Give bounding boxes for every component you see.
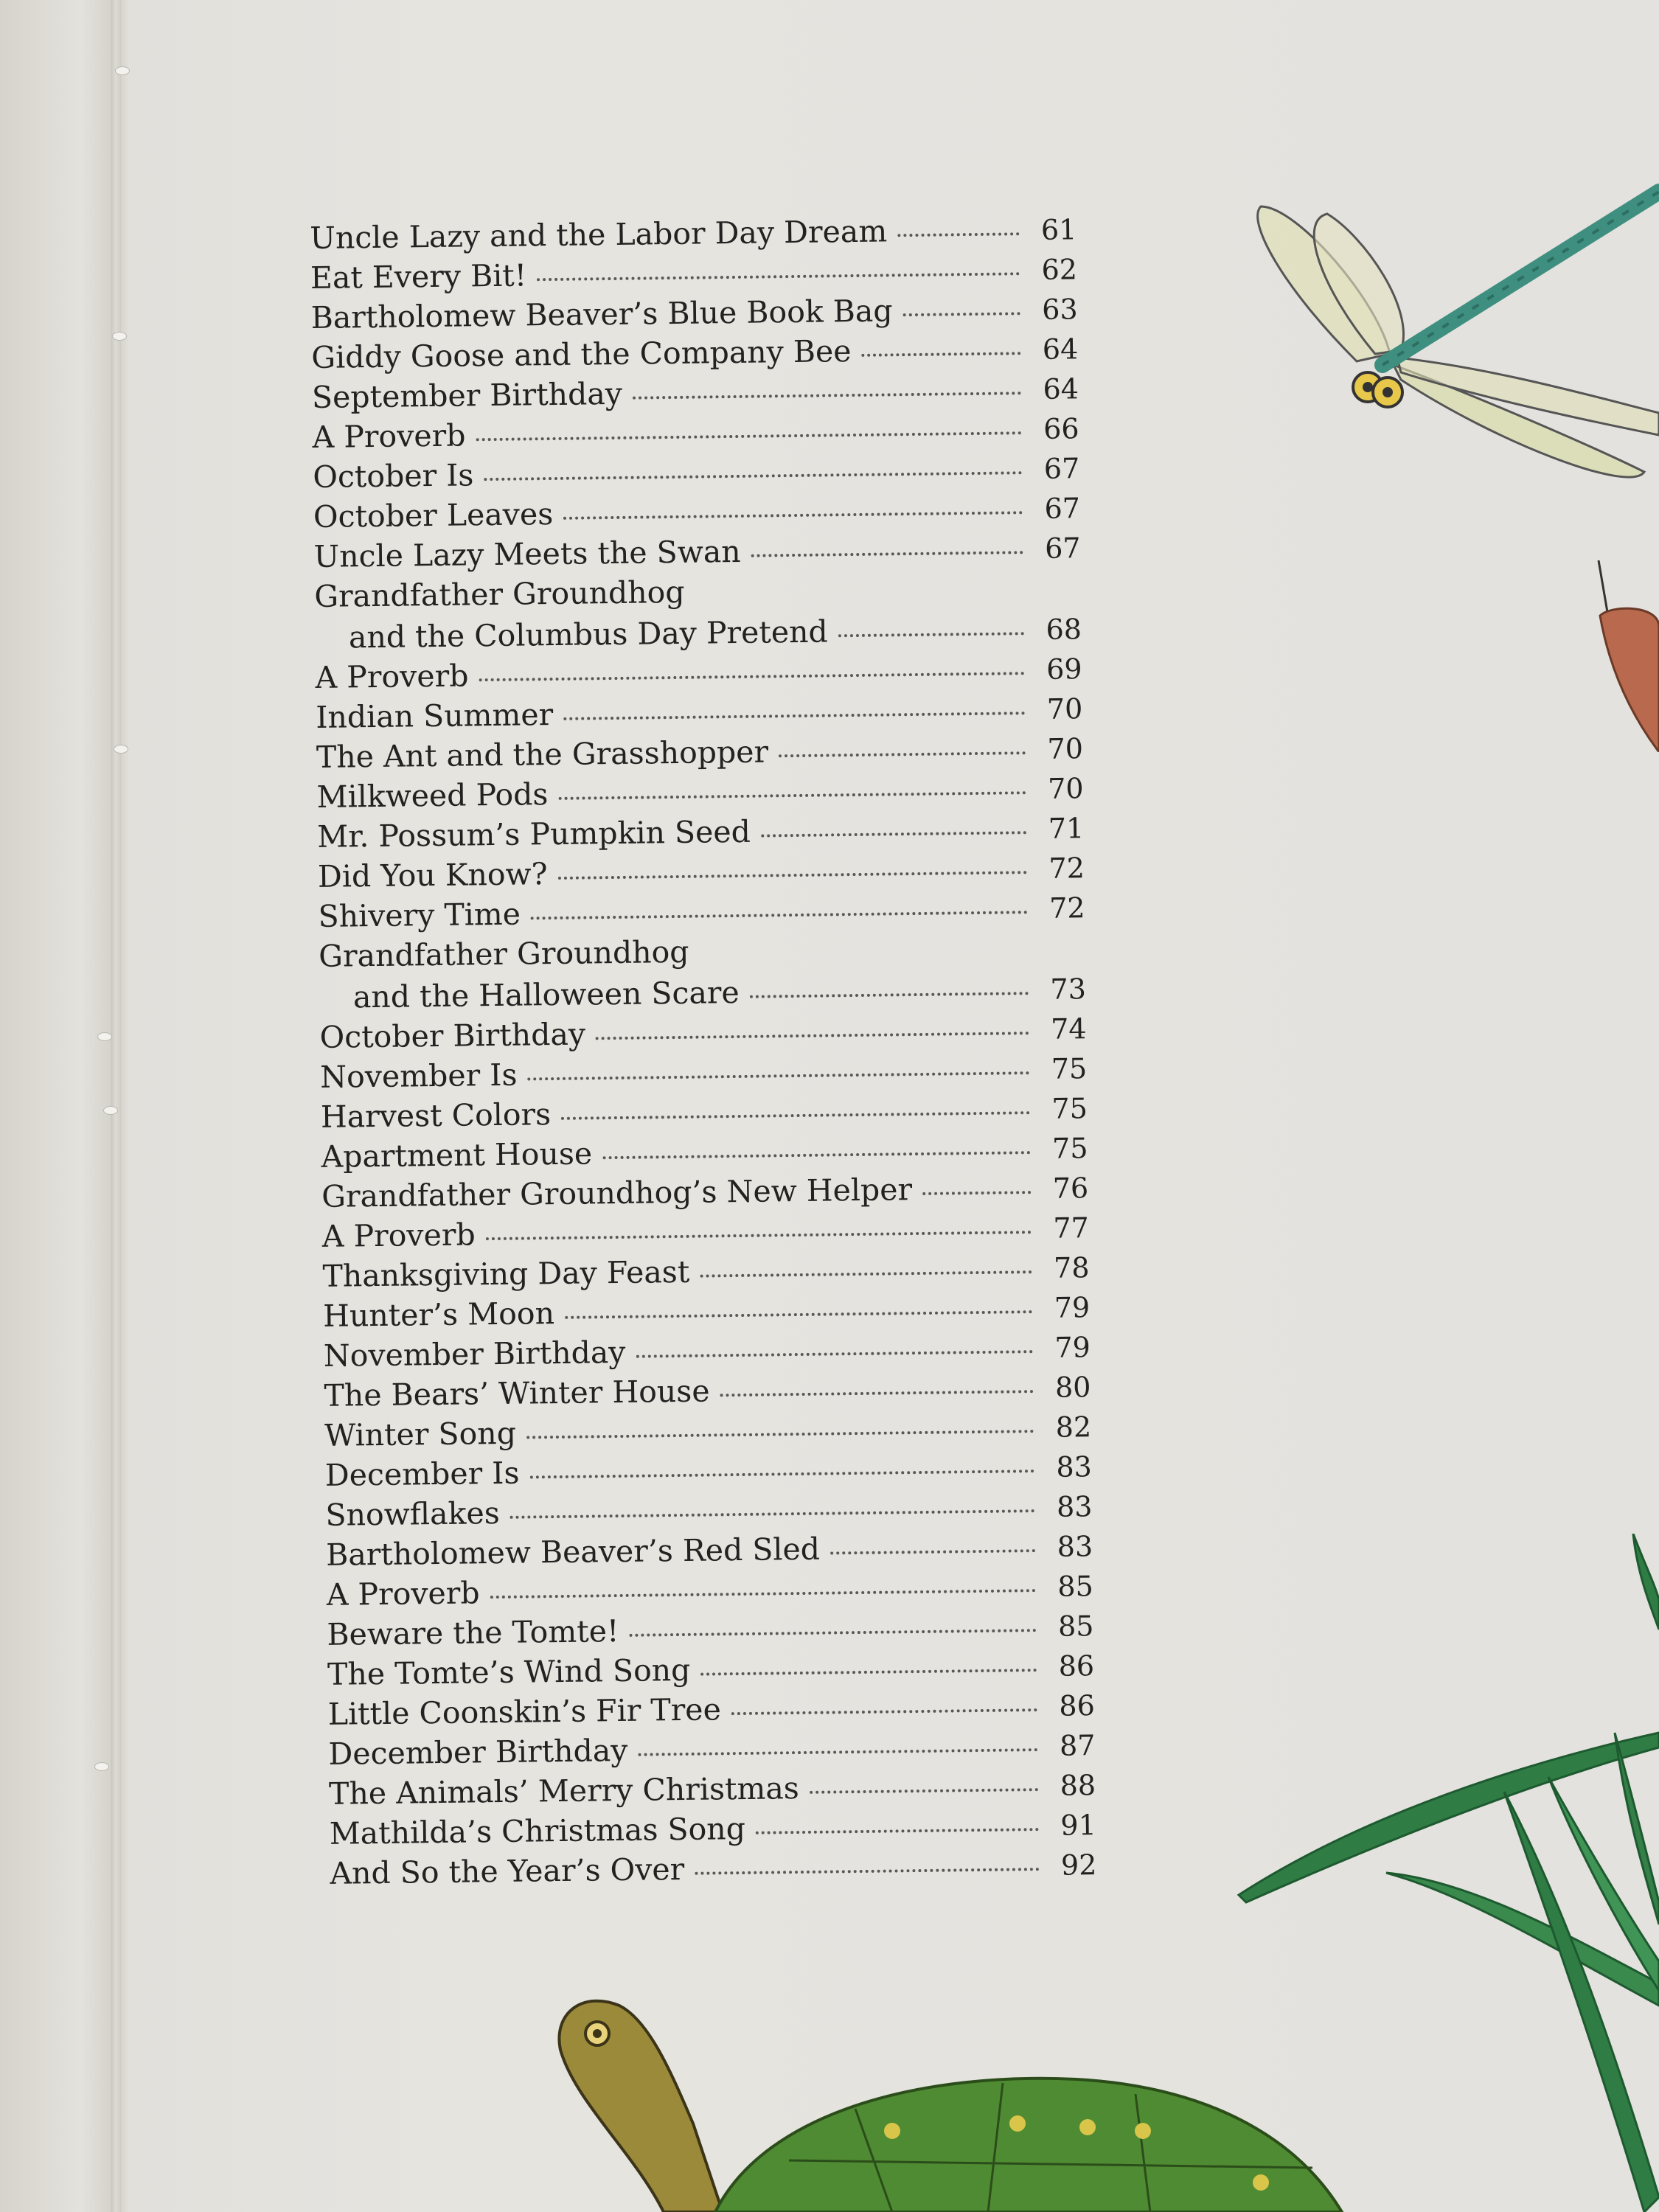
toc-page-number: 67 xyxy=(1044,492,1081,525)
dot-leader xyxy=(897,223,1019,237)
toc-page-number: 67 xyxy=(1043,452,1080,485)
dot-leader xyxy=(484,462,1022,481)
toc-page-number: 75 xyxy=(1051,1132,1088,1165)
toc-entry-title: November Birthday xyxy=(323,1334,626,1374)
binding-stitch xyxy=(94,1762,109,1771)
toc-entry-title: Indian Summer xyxy=(315,697,554,735)
toc-entry-title: Did You Know? xyxy=(317,856,548,894)
toc-entry-title: Mathilda’s Christmas Song xyxy=(329,1810,746,1851)
toc-entry xyxy=(314,566,1082,657)
toc-page-number: 77 xyxy=(1053,1211,1090,1245)
dot-leader xyxy=(779,742,1026,757)
toc-entry-title: The Bears’ Winter House xyxy=(324,1373,710,1413)
toc-entry xyxy=(330,1843,1097,1893)
turtle-illustration xyxy=(546,1991,1357,2212)
toc-page-number: 64 xyxy=(1043,372,1079,406)
dragonfly-illustration xyxy=(1217,177,1659,501)
toc-page-number: 85 xyxy=(1057,1570,1094,1603)
toc-page-number: 66 xyxy=(1043,412,1079,445)
toc-page-number: 61 xyxy=(1040,213,1077,246)
dot-leader xyxy=(830,1540,1035,1554)
dot-leader xyxy=(526,1421,1034,1439)
toc-page-number: 70 xyxy=(1047,772,1084,805)
toc-entry-title: Eat Every Bit! xyxy=(310,257,527,296)
toc-page-number: 71 xyxy=(1048,812,1085,845)
dot-leader xyxy=(537,263,1020,281)
toc-entry-title: And So the Year’s Over xyxy=(330,1851,685,1891)
toc-entry-title: A Proverb xyxy=(312,417,466,455)
toc-page-number: 91 xyxy=(1060,1809,1096,1842)
toc-entry-title: A Proverb xyxy=(326,1575,480,1613)
toc-page-number: 83 xyxy=(1056,1490,1093,1523)
toc-page-number: 87 xyxy=(1059,1729,1096,1762)
dot-leader xyxy=(563,703,1025,720)
dot-leader xyxy=(490,1580,1036,1599)
dot-leader xyxy=(565,1301,1032,1319)
dot-leader xyxy=(902,303,1020,316)
dot-leader xyxy=(731,1700,1037,1715)
toc-entry-title: A Proverb xyxy=(315,658,469,695)
toc-entry-title: September Birthday xyxy=(311,375,623,415)
toc-entry-title: October Birthday xyxy=(319,1016,586,1055)
dot-leader xyxy=(633,383,1021,399)
toc-page-number: 82 xyxy=(1055,1411,1092,1444)
binding-stitch xyxy=(103,1106,118,1115)
toc-page-number: 79 xyxy=(1054,1331,1091,1364)
toc-entry-title-continuation: and the Columbus Day Pretend xyxy=(348,613,829,655)
toc-entry-title: Milkweed Pods xyxy=(316,776,549,815)
toc-entry-title: Hunter’s Moon xyxy=(322,1295,555,1334)
toc-entry-title: Shivery Time xyxy=(318,896,521,934)
toc-entry-title: Little Coonskin’s Fir Tree xyxy=(327,1691,722,1732)
toc-entry-title: Grandfather Groundhog xyxy=(318,933,689,974)
toc-entry-title: December Is xyxy=(324,1455,520,1493)
dot-leader xyxy=(695,1859,1039,1875)
dot-leader xyxy=(922,1182,1031,1195)
toc-page-number: 78 xyxy=(1053,1251,1090,1284)
toc-page-number: 72 xyxy=(1048,852,1085,885)
dot-leader xyxy=(636,1341,1033,1358)
toc-page-number: 62 xyxy=(1041,253,1078,286)
toc-entry-title: Harvest Colors xyxy=(320,1096,552,1135)
toc-page-number: 72 xyxy=(1048,891,1085,925)
toc-entry-title: The Animals’ Merry Christmas xyxy=(328,1770,800,1812)
toc-entry-title: The Tomte’s Wind Song xyxy=(327,1652,691,1692)
toc-page-number: 80 xyxy=(1054,1371,1091,1404)
dot-leader xyxy=(558,782,1026,800)
toc-page-number: 88 xyxy=(1060,1769,1096,1802)
dot-leader xyxy=(557,862,1026,880)
binding-stitch xyxy=(115,66,130,75)
dot-leader xyxy=(527,1062,1029,1080)
binding-stitch xyxy=(114,745,128,754)
toc-page-number: 63 xyxy=(1041,293,1078,326)
toc-entry xyxy=(319,926,1086,1017)
dot-leader xyxy=(529,1461,1034,1478)
toc-entry-title: October Is xyxy=(313,457,474,495)
toc-page-number: 75 xyxy=(1051,1092,1088,1125)
toc-entry-title: December Birthday xyxy=(328,1732,628,1772)
toc-page-number: 74 xyxy=(1050,1012,1087,1046)
toc-page-number: 86 xyxy=(1059,1689,1096,1722)
toc-entry-title: October Leaves xyxy=(313,495,554,535)
toc-page-number: 67 xyxy=(1044,532,1081,565)
toc-page-number: 64 xyxy=(1042,333,1079,366)
toc-entry-title: Winter Song xyxy=(324,1415,517,1453)
binding-stitch xyxy=(112,332,127,341)
toc-entry-title-continuation: and the Halloween Scare xyxy=(352,974,740,1015)
dot-leader xyxy=(751,542,1023,557)
toc-entry-title: Beware the Tomte! xyxy=(327,1613,619,1652)
dot-leader xyxy=(476,422,1021,441)
toc-page-number: 70 xyxy=(1046,692,1083,726)
toc-page-number: 85 xyxy=(1057,1610,1094,1643)
toc-entry-title: Thanksgiving Day Feast xyxy=(322,1253,690,1294)
dot-leader xyxy=(563,502,1023,520)
dot-leader xyxy=(486,1222,1032,1240)
toc-page-number: 73 xyxy=(1050,973,1087,1006)
toc-entry-title: A Proverb xyxy=(321,1217,476,1254)
dot-leader xyxy=(700,1262,1032,1277)
toc-entry-title: Snowflakes xyxy=(325,1495,500,1533)
toc-entry-title: Grandfather Groundhog’s New Helper xyxy=(321,1172,913,1214)
toc-entry-title: The Ant and the Grasshopper xyxy=(316,734,769,775)
dot-leader xyxy=(561,1102,1030,1120)
cattail-illustration xyxy=(1578,560,1659,752)
dot-leader xyxy=(756,1819,1039,1834)
toc-page-number: 79 xyxy=(1054,1291,1091,1324)
toc-page-number: 75 xyxy=(1051,1052,1088,1085)
table-of-contents xyxy=(310,208,1127,1893)
toc-page-number: 76 xyxy=(1052,1172,1089,1205)
toc-entry-title: Apartment House xyxy=(321,1135,593,1175)
toc-entry-title: November Is xyxy=(319,1057,518,1095)
toc-entry-title: Uncle Lazy Meets the Swan xyxy=(313,533,741,574)
dot-leader xyxy=(810,1779,1038,1794)
dot-leader xyxy=(761,822,1027,837)
toc-page-number: 83 xyxy=(1056,1450,1093,1484)
toc-entry-title: Bartholomew Beaver’s Red Sled xyxy=(325,1531,821,1573)
dot-leader xyxy=(510,1500,1035,1519)
dot-leader xyxy=(602,1142,1031,1159)
dot-leader xyxy=(479,663,1024,681)
toc-entry-title: Uncle Lazy and the Labor Day Dream xyxy=(310,213,888,256)
binding-stitch xyxy=(97,1032,112,1041)
toc-entry-title: Grandfather Groundhog xyxy=(313,574,685,614)
toc-entry-title: Giddy Goose and the Company Bee xyxy=(311,333,852,375)
dot-leader xyxy=(629,1620,1036,1637)
toc-page-number: 86 xyxy=(1058,1649,1095,1683)
toc-page-number: 92 xyxy=(1060,1848,1097,1882)
toc-page-number: 83 xyxy=(1057,1530,1093,1563)
dot-leader xyxy=(531,902,1028,919)
toc-page-number: 70 xyxy=(1047,732,1084,765)
dot-leader xyxy=(700,1660,1037,1676)
toc-page-number: 68 xyxy=(1046,613,1082,646)
dot-leader xyxy=(596,1023,1029,1040)
toc-page-number: 69 xyxy=(1046,653,1082,686)
dot-leader xyxy=(838,623,1024,637)
dot-leader xyxy=(720,1381,1033,1397)
toc-entry-title: Bartholomew Beaver’s Blue Book Bag xyxy=(310,293,893,335)
toc-entry-title: Mr. Possum’s Pumpkin Seed xyxy=(316,813,751,855)
dot-leader xyxy=(638,1739,1037,1756)
dot-leader xyxy=(750,983,1029,998)
dot-leader xyxy=(861,343,1020,357)
